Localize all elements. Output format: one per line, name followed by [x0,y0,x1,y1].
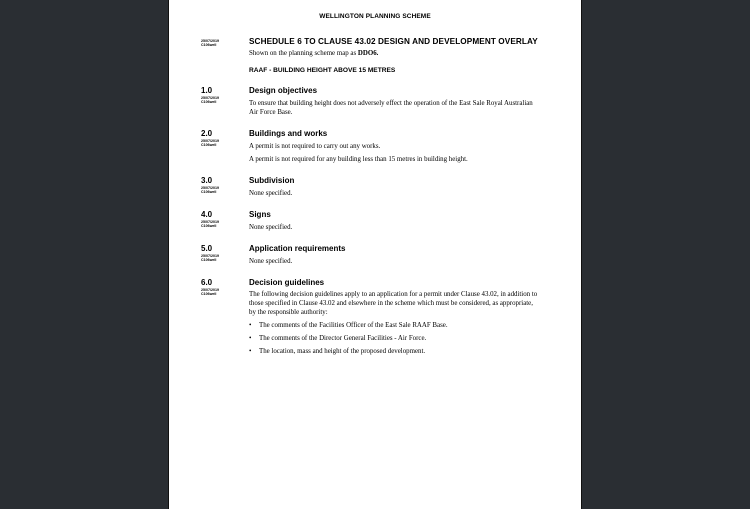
bullet-icon: • [249,322,252,329]
section-paragraph: None specified. [249,258,293,265]
amendment-code: C106well [201,224,217,228]
amendment-code: C106well [201,258,217,262]
amendment-code: C106well [201,190,217,194]
document-page [168,0,582,509]
section-amendment [201,220,219,228]
amendment-date: 25/07/2019 [201,220,219,224]
section-paragraph: None specified. [249,190,293,197]
bullet-icon: • [249,348,252,355]
overlay-code: DDO6. [357,50,379,57]
section-amendment [201,96,219,104]
document-subtitle: RAAF - BUILDING HEIGHT ABOVE 15 METRES [249,67,396,74]
section-amendment [201,288,219,296]
section-heading: Signs [249,210,271,219]
amendment-code: C106well [201,143,217,147]
amendment-date: 25/07/2019 [201,254,219,258]
shown-on-text [249,49,549,58]
amendment-date: 25/07/2019 [201,139,219,143]
section-heading: Buildings and works [249,129,328,138]
amendment-date: 25/07/2019 [201,39,219,43]
amendment-code: C106well [201,100,217,104]
section-heading: Decision guidelines [249,278,325,287]
amendment-date: 25/07/2019 [201,288,219,292]
section-amendment [201,254,219,262]
shown-on-prefix: Shown on the planning scheme map as [249,50,358,57]
section-number: 4.0 [201,210,213,219]
amendment-code: C106well [201,292,217,296]
section-heading: Design objectives [249,86,318,95]
amendment-code: C106well [201,43,217,47]
section-heading: Subdivision [249,176,295,185]
section-number: 3.0 [201,176,213,185]
amendment-date: 25/07/2019 [201,186,219,190]
title-amendment [201,39,219,47]
section-paragraph: None specified. [249,224,293,231]
list-item-text: The comments of the Director General Facilities - Air Force. [259,335,427,342]
bullet-icon: • [249,335,252,342]
list-item-text: The location, mass and height of the proposed development. [259,348,426,355]
section-paragraph: A permit is not required for any building less than 15 metres in building height. [249,156,468,163]
section-number: 5.0 [201,244,213,253]
section-number: 1.0 [201,86,213,95]
section-amendment [201,186,219,194]
section-paragraph: The following decision guidelines apply to an application for a permit under Clause 43.02, in addition to those specified in Clause 43.02 and elsewhere in the scheme which must be considered, as appropriate, by the responsible authority: [249,291,538,316]
section-paragraph: To ensure that building height does not adversely effect the operation of the East Sale Royal Australian Air Force Base. [249,100,533,116]
section-paragraph: A permit is not required to carry out any works. [249,143,381,150]
running-header: WELLINGTON PLANNING SCHEME [319,13,431,20]
section-heading: Application requirements [249,244,346,253]
section-number: 6.0 [201,278,213,287]
viewer-background-left [0,0,168,509]
section-amendment [201,139,219,147]
document-title: SCHEDULE 6 TO CLAUSE 43.02 DESIGN AND DEVELOPMENT OVERLAY [249,37,538,46]
section-number: 2.0 [201,129,213,138]
amendment-date: 25/07/2019 [201,96,219,100]
viewer-background-right [582,0,750,509]
list-item-text: The comments of the Facilities Officer of the East Sale RAAF Base. [259,322,448,329]
